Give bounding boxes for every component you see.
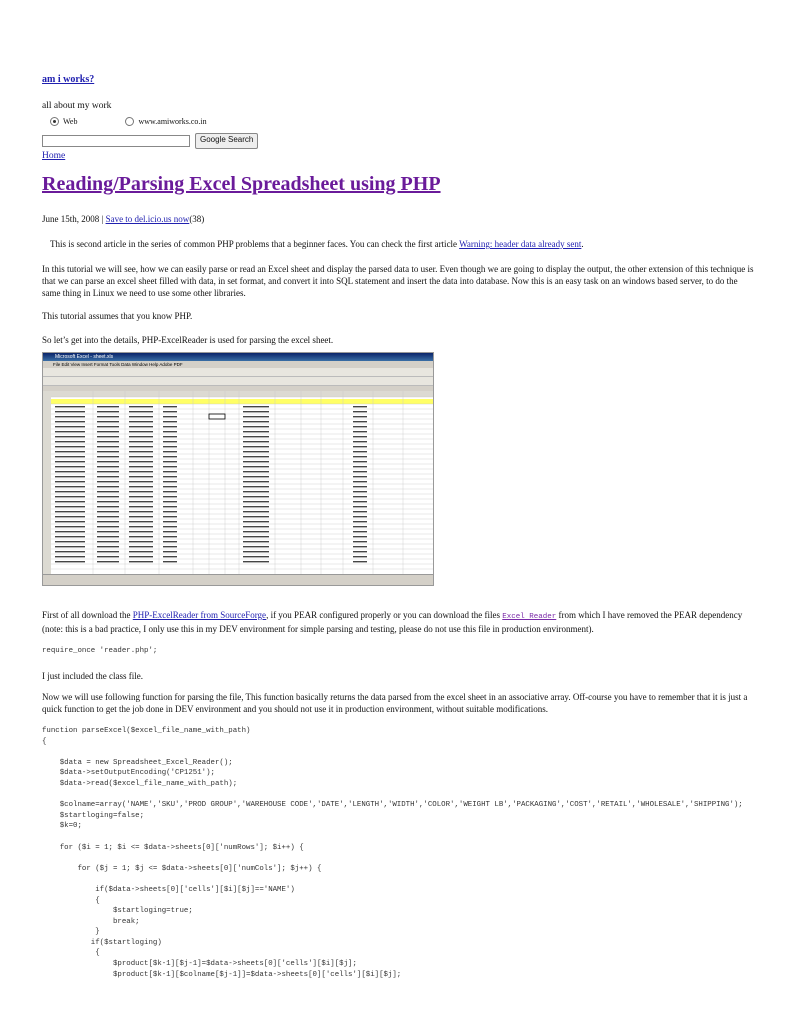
paragraph-5: I just included the class file. [42, 671, 143, 681]
intro-paragraph: This is second article in the series of common PHP problems that a beginner faces. You can check the first article Warning: header data already sent. [50, 239, 584, 249]
search-bar [42, 133, 258, 149]
paragraph-3: So let’s get into the details, PHP-ExcelReader is used for parsing the excel sheet. [42, 335, 334, 345]
post-date: June 15th, 2008 | [42, 214, 106, 224]
excel-screenshot [42, 352, 434, 586]
excel-reader-link[interactable]: Excel Reader [502, 613, 557, 621]
radio-site[interactable] [125, 117, 134, 126]
save-count: (38) [189, 214, 205, 224]
excel-menu-bar: File Edit View Insert Format Tools Data Window Help Adobe PDF [53, 362, 183, 367]
sourceforge-link[interactable]: PHP-ExcelReader from SourceForge [132, 610, 267, 620]
google-search-button[interactable]: Google Search [195, 133, 258, 149]
code-parse-function: function parseExcel($excel_file_name_with_path) { $data = new Spreadsheet_Excel_Reader(); $data->setOutputEncoding('CP1251'); $data->read($excel_file_name_with_path); $colname=array('NAME','SKU','PROD GROUP','WAREHOUSE CODE','DATE','LENGTH','WIDTH','COLOR','WEIGHT LB','PACKAGING','COST','RETAIL','WHOLESALE','SHIPPING'); $startloging=false; $k=0; for ($i = 1; $i <= $data->sheets[0]['numRows']; $i++) { for ($j = 1; $j <= $data->sheets[0]['numCols']; $j++) { if($data->sheets[0]['cells'][$i][$j]=='NAME') { $startloging=true; break; } if($startloging) { $product[$k-1][$j-1]=$data->sheets[0]['cells'][$i][$j]; $product[$k-1][$colname[$j-1]]=$data->sheets[0]['cells'][$i][$j]; [42, 727, 743, 979]
paragraph-4: First of all download the PHP-ExcelReader from SourceForge, if you PEAR configured properly or you can download the files Excel Reader from which I have removed the PEAR dependency (note: this is a bad practice, I only use this in my DEV environment for simple parsing and testing, please do not use this file in production environment). [42, 610, 743, 634]
site-tagline: all about my work [42, 101, 112, 111]
excel-grid-svg [43, 391, 433, 575]
search-input[interactable] [42, 135, 190, 147]
excel-sheet-tabs [43, 574, 433, 585]
home-link[interactable]: Home [42, 151, 66, 161]
site-title-link[interactable]: am i works? [42, 74, 95, 85]
paragraph-2: This tutorial assumes that you know PHP. [42, 311, 193, 321]
search-scope [50, 117, 207, 126]
excel-title-bar: Microsoft Excel - sheet.xls [43, 353, 433, 361]
code-require: require_once 'reader.php'; [42, 647, 158, 655]
paragraph-1: In this tutorial we will see, how we can easily parse or read an Excel sheet and display the parsed data to user. Even though we are going to display the output, the other extension of this technique is that we can parse an excel sheet filled with data, in set format, and convert it into SQL statement and insert the data into database. Now this is an easy task on an windows based server, to do the same thing in Linux we need to use some other libraries. [42, 264, 754, 298]
save-delicious-link[interactable]: Save to del.icio.us now [105, 214, 190, 224]
first-article-link[interactable]: Warning: header data already sent [459, 239, 582, 249]
radio-web[interactable] [50, 117, 59, 126]
radio-site-label: www.amiworks.co.in [138, 117, 207, 126]
excel-grid [43, 391, 433, 575]
excel-toolbar-2 [43, 377, 433, 386]
radio-web-label: Web [63, 117, 78, 126]
paragraph-6: Now we will use following function for parsing the file, This function basically returns the data parsed from the excel sheet in an associative array. Off-course you have to remember that it is just a quick function to get the job done in DEV environment and you should not use it in production environment, without suitable modifications. [42, 692, 748, 714]
post-title[interactable]: Reading/Parsing Excel Spreadsheet using PHP [42, 173, 441, 195]
excel-toolbar [43, 368, 433, 377]
post-meta [42, 214, 204, 224]
